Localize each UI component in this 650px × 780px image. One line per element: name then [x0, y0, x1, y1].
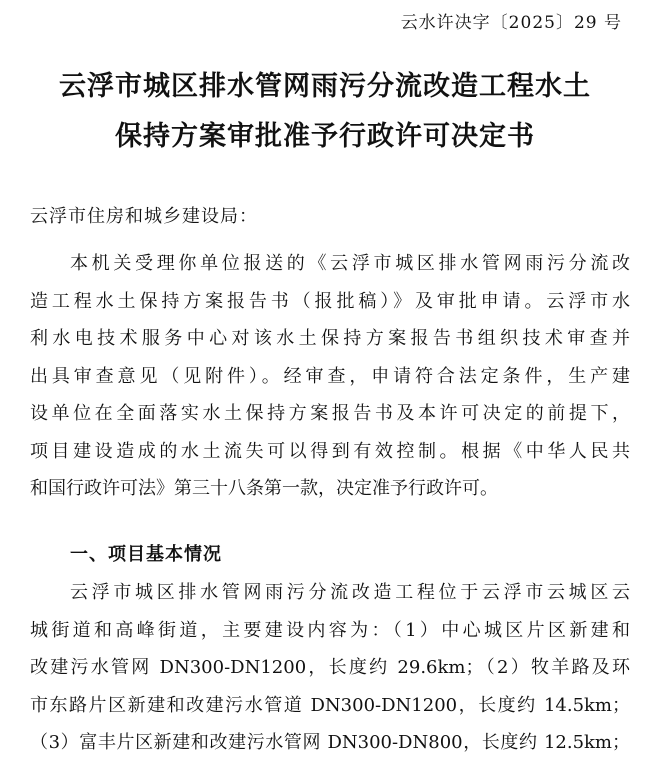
paragraph-line: 云浮市城区排水管网雨污分流改造工程位于云浮市云城区云	[70, 582, 630, 603]
paragraph-line: 出具审查意见（见附件）。经审查，申请符合法定条件，生产建	[30, 365, 630, 387]
title-line: 保持方案审批准予行政许可决定书	[115, 121, 535, 152]
paragraph-line: 设单位在全面落实水土保持方案报告书及本许可决定的前提下，	[30, 403, 630, 424]
document-title	[0, 62, 650, 162]
paragraph-line: （3）富丰片区新建和改建污水管网 DN300-DN800，长度约 12.5km；	[30, 732, 630, 753]
section-heading: 一、项目基本情况	[70, 544, 222, 565]
paragraph-line: 改建污水管网 DN300-DN1200，长度约 29.6km；（2）牧羊路及环	[30, 657, 630, 678]
paragraph-line: 本机关受理你单位报送的《云浮市城区排水管网雨污分流改	[70, 253, 630, 274]
paragraph-line: 市东路片区新建和改建污水管道 DN300-DN1200，长度约 14.5km；	[30, 694, 630, 716]
paragraph-project-info	[30, 574, 630, 762]
document-number: 云水许决字〔2025〕29 号	[400, 13, 622, 33]
paragraph-approval	[30, 245, 630, 508]
paragraph-line: 项目建设造成的水土流失可以得到有效控制。根据《中华人民共	[30, 440, 630, 462]
addressee: 云浮市住房和城乡建设局：	[30, 206, 258, 227]
title-line: 云浮市城区排水管网雨污分流改造工程水土	[59, 71, 591, 102]
paragraph-line: 城街道和高峰街道，主要建设内容为：（1）中心城区片区新建和	[30, 619, 630, 641]
paragraph-line: 和国行政许可法》第三十八条第一款，决定准予行政许可。	[30, 478, 498, 499]
paragraph-line: 造工程水土保持方案报告书（报批稿）》及审批申请。云浮市水	[30, 290, 630, 312]
paragraph-line: 利水电技术服务中心对该水土保持方案报告书组织技术审查并	[30, 328, 630, 349]
